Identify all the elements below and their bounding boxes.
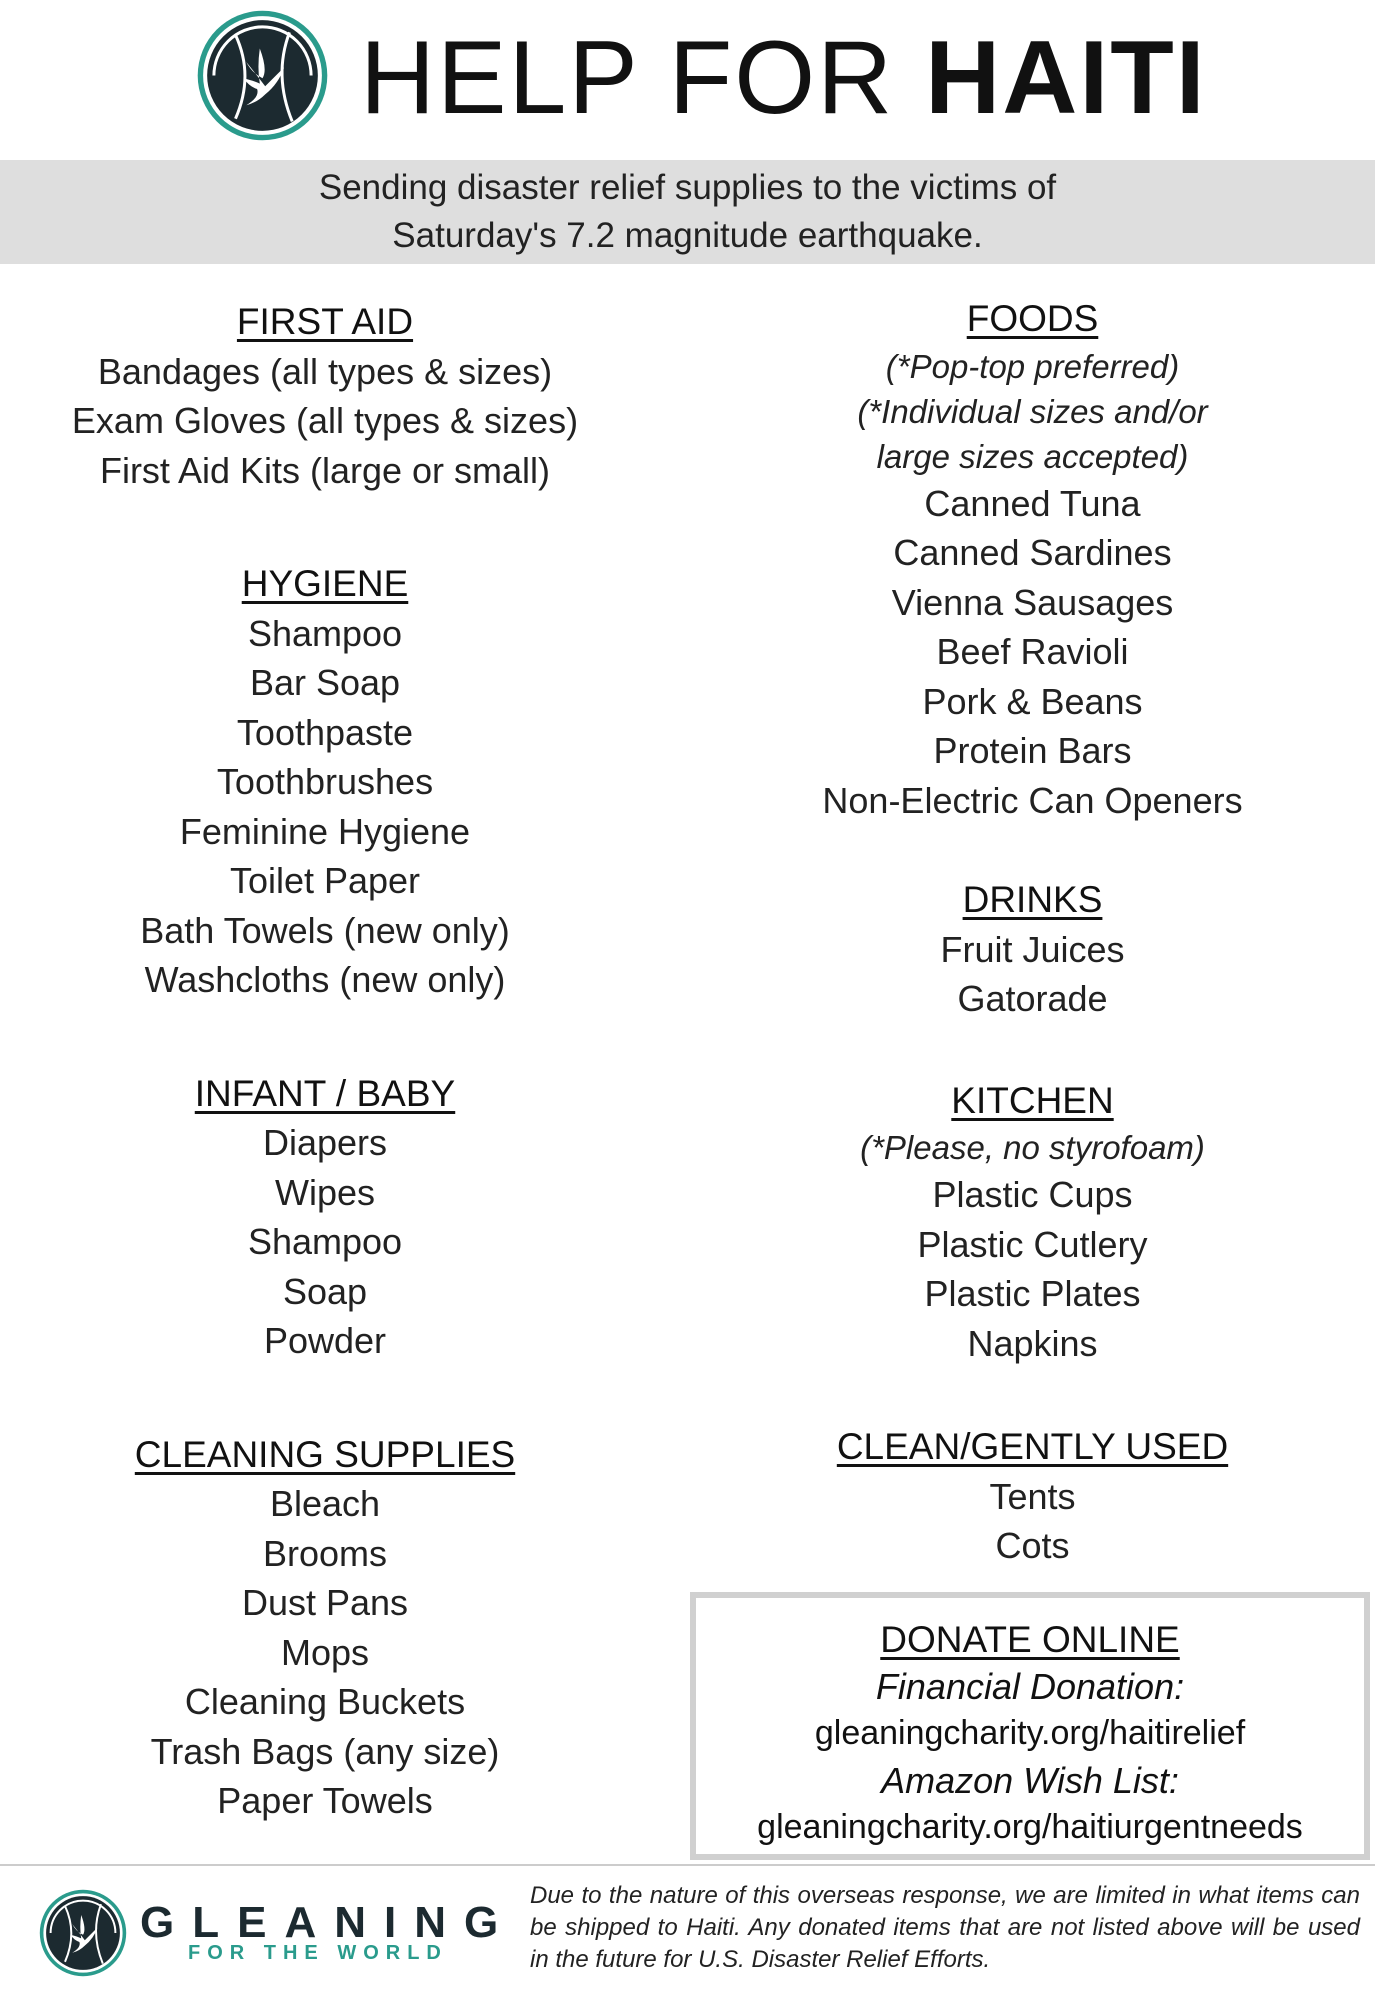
right-column — [740, 294, 1325, 1571]
section-note: (*Pop-top preferred) — [885, 347, 1180, 385]
section-foods — [740, 294, 1325, 825]
list-item: Brooms — [262, 1532, 388, 1574]
donate-online-box — [690, 1592, 1370, 1860]
list-item: Pork & Beans — [922, 680, 1143, 722]
list-item: Cots — [995, 1525, 1070, 1566]
financial-donation-label: Financial Donation: — [875, 1666, 1185, 1707]
section-heading: FIRST AID — [236, 301, 414, 342]
section-drinks — [740, 875, 1325, 1024]
brand-name: GLEANING — [140, 1898, 517, 1947]
list-item: Shampoo — [247, 612, 403, 654]
list-item: Beef Ravioli — [936, 631, 1129, 672]
list-item: Plastic Plates — [924, 1273, 1141, 1314]
brand-tagline: FOR THE WORLD — [188, 1942, 448, 1964]
list-item: Mops — [280, 1631, 370, 1673]
list-item: Bath Towels (new only) — [140, 909, 510, 951]
page-title: HELP FOR HAITI — [360, 20, 1207, 136]
list-item: Shampoo — [247, 1221, 403, 1262]
page-header — [0, 0, 1375, 160]
list-item: Plastic Cutlery — [917, 1223, 1148, 1265]
section-note: (*Individual sizes and/or — [857, 392, 1208, 430]
section-heading: FOODS — [966, 298, 1099, 339]
left-column — [30, 297, 620, 1826]
section-heading: HYGIENE — [241, 563, 409, 604]
section-kitchen — [740, 1076, 1325, 1369]
list-item: Exam Gloves (all types & sizes) — [71, 400, 579, 441]
section-heading: INFANT / BABY — [194, 1072, 456, 1114]
gleaning-logo-icon — [38, 1888, 128, 1978]
amazon-wish-list-link[interactable]: gleaningcharity.org/haitiurgentneeds — [757, 1808, 1303, 1846]
section-heading: CLEANING SUPPLIES — [134, 1433, 516, 1475]
footer-divider — [0, 1864, 1375, 1866]
list-item: Protein Bars — [933, 730, 1132, 771]
list-item: Washcloths (new only) — [144, 959, 506, 1000]
list-item: Bar Soap — [249, 662, 401, 703]
list-item: Toothbrushes — [216, 761, 434, 802]
dove-globe-icon — [195, 8, 330, 143]
list-item: Toothpaste — [236, 711, 414, 753]
list-item: Cleaning Buckets — [184, 1681, 466, 1722]
section-note: large sizes accepted) — [876, 437, 1189, 475]
section-clean-gently-used — [740, 1422, 1325, 1571]
section-note: (*Please, no styrofoam) — [860, 1129, 1205, 1166]
banner-line-2: Saturday's 7.2 magnitude earthquake. — [392, 216, 983, 255]
list-item: Canned Sardines — [893, 532, 1172, 573]
list-item: Napkins — [967, 1322, 1098, 1364]
list-item: Paper Towels — [217, 1780, 433, 1821]
section-first-aid — [30, 297, 620, 495]
list-item: Canned Tuna — [924, 482, 1141, 524]
section-infant-baby — [30, 1069, 620, 1366]
list-item: Powder — [263, 1320, 387, 1361]
list-item: Plastic Cups — [932, 1174, 1133, 1215]
list-item: Vienna Sausages — [891, 581, 1174, 623]
list-item: First Aid Kits (large or small) — [99, 449, 551, 491]
list-item: Soap — [282, 1270, 368, 1312]
footer-disclaimer: Due to the nature of this overseas response, we are limited in what items can be shipped to Haiti. Any donated items that are not listed above will be used in the future for U.S. Disaster Relief Efforts. — [530, 1882, 1360, 1973]
list-item: Gatorade — [957, 978, 1108, 1019]
financial-donation-link[interactable]: gleaningcharity.org/haitirelief — [814, 1714, 1246, 1752]
list-item: Trash Bags (any size) — [150, 1730, 500, 1772]
list-item: Non-Electric Can Openers — [822, 779, 1243, 821]
banner-line-1: Sending disaster relief supplies to the victims of — [318, 168, 1057, 207]
list-item: Bandages (all types & sizes) — [97, 350, 553, 392]
list-item: Wipes — [274, 1171, 376, 1213]
section-heading: DRINKS — [962, 879, 1103, 920]
list-item: Tents — [989, 1475, 1076, 1517]
subtitle-banner — [0, 160, 1375, 264]
list-item: Fruit Juices — [940, 928, 1125, 970]
donate-heading: DONATE ONLINE — [880, 1619, 1180, 1660]
section-hygiene — [30, 559, 620, 1005]
amazon-wish-list-label: Amazon Wish List: — [881, 1760, 1179, 1801]
section-cleaning-supplies — [30, 1430, 620, 1826]
list-item: Diapers — [262, 1122, 388, 1163]
section-heading: CLEAN/GENTLY USED — [836, 1426, 1229, 1467]
list-item: Toilet Paper — [229, 860, 421, 901]
list-item: Dust Pans — [241, 1582, 409, 1623]
section-heading: KITCHEN — [951, 1079, 1114, 1121]
list-item: Bleach — [269, 1483, 381, 1524]
list-item: Feminine Hygiene — [179, 810, 471, 852]
